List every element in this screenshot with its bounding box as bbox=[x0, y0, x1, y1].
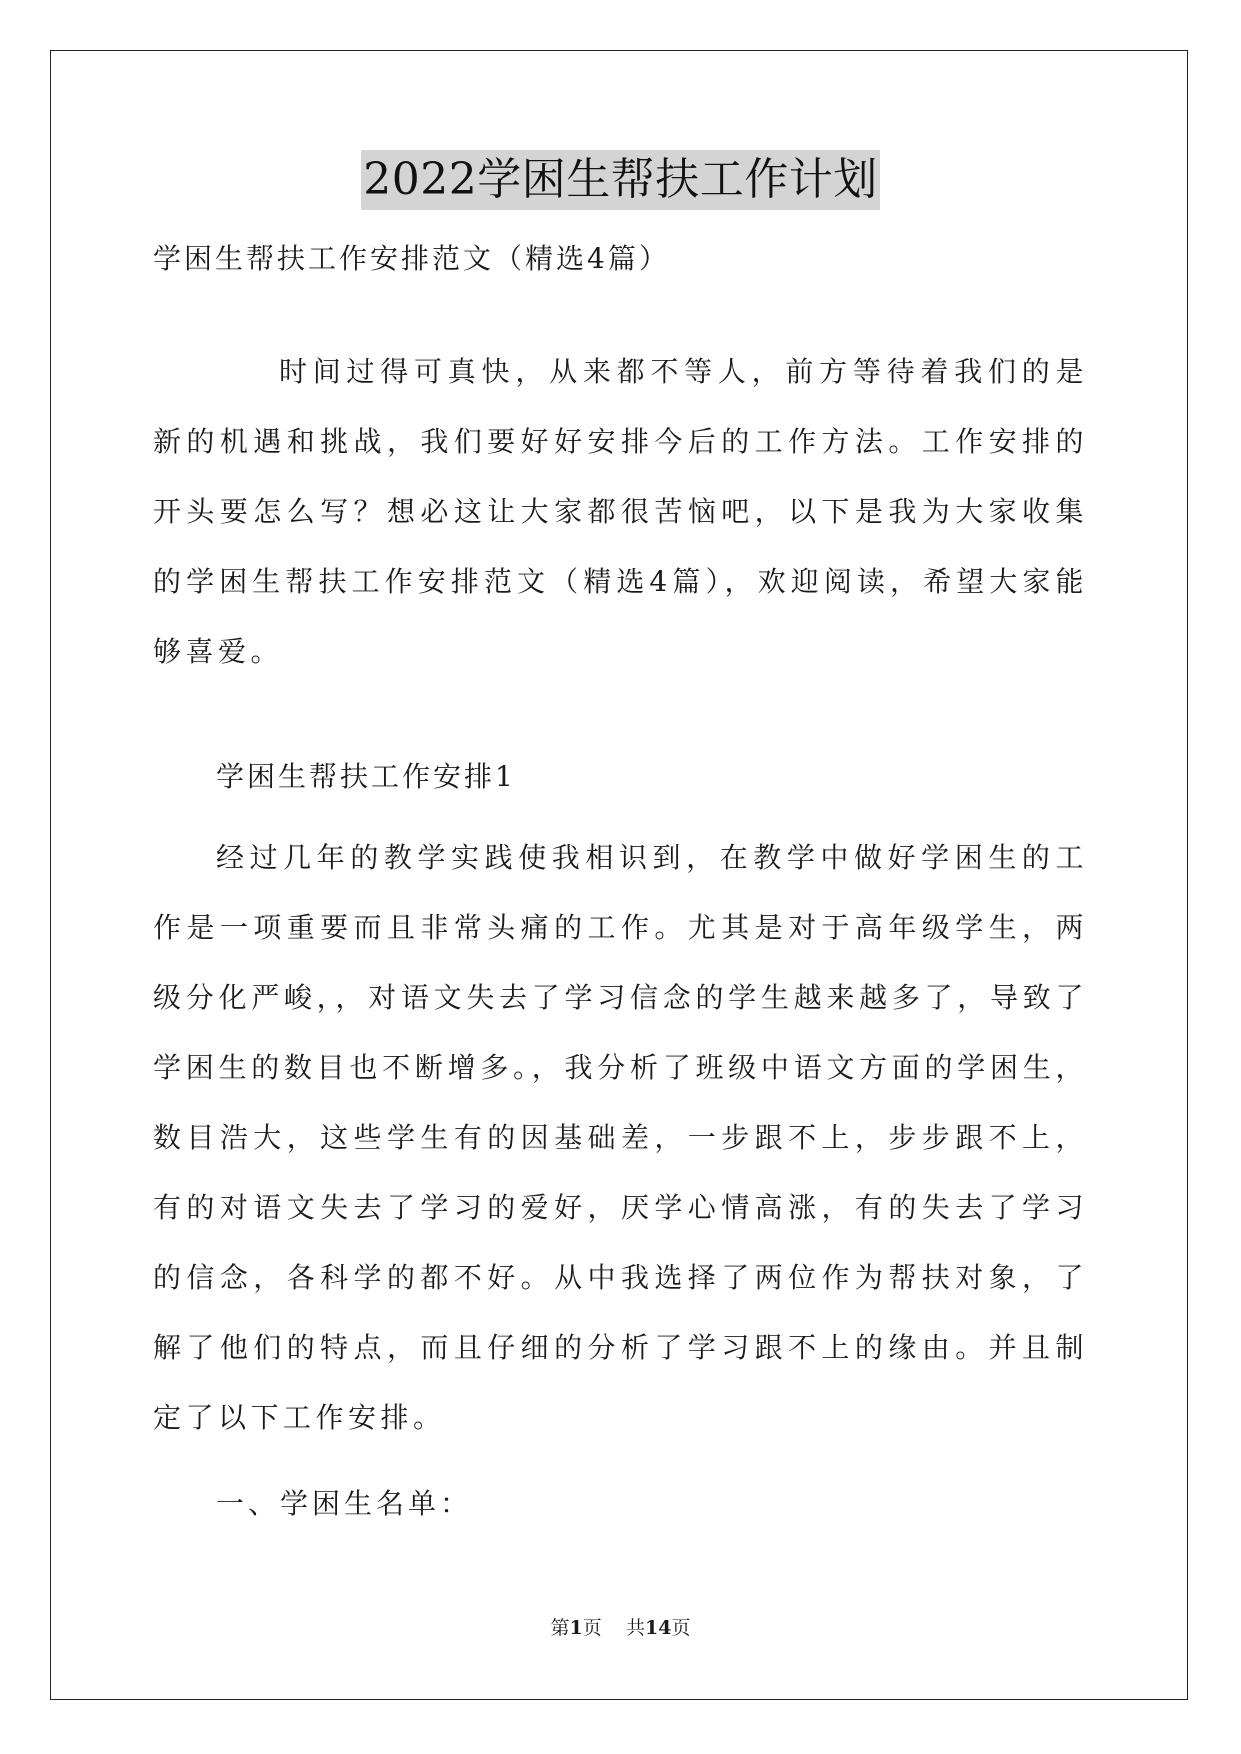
intro-paragraph: 时间过得可真快，从来都不等人，前方等待着我们的是新的机遇和挑战，我们要好好安排今后的工作方法。工作安排的开头要怎么写？想必这让大家都很苦恼吧，以下是我为大家收集的学困生帮扶工作安排范文（精选4篇），欢迎阅读，希望大家能够喜爱。 bbox=[153, 355, 1088, 668]
footer-total-pages: 14 bbox=[644, 1617, 672, 1639]
footer-total-suffix: 页 bbox=[671, 1617, 691, 1639]
title-container bbox=[0, 150, 1241, 210]
footer-prefix: 第 bbox=[550, 1617, 570, 1639]
list-heading: 一、学困生名单： bbox=[216, 1487, 473, 1520]
document-subtitle: 学困生帮扶工作安排范文（精选4篇） bbox=[153, 242, 670, 275]
document-title: 2022学困生帮扶工作计划 bbox=[361, 150, 879, 210]
section-heading: 学困生帮扶工作安排1 bbox=[216, 760, 516, 793]
page-footer bbox=[0, 1616, 1241, 1640]
footer-page-number: 1 bbox=[569, 1617, 583, 1639]
footer-page-suffix: 页 bbox=[582, 1617, 602, 1639]
footer-total-prefix: 共 bbox=[625, 1617, 645, 1639]
body-paragraph: 经过几年的教学实践使我相识到，在教学中做好学困生的工作是一项重要而且非常头痛的工作。尤其是对于高年级学生，两级分化严峻，，对语文失去了学习信念的学生越来越多了，导致了学困生的数目也不断增多。，我分析了班级中语文方面的学困生，数目浩大，这些学生有的因基础差，一步跟不上，步步跟不上，有的对语文失去了学习的爱好，厌学心情高涨，有的失去了学习的信念，各科学的都不好。从中我选择了两位作为帮扶对象，了解了他们的特点，而且仔细的分析了学习跟不上的缘由。并且制定了以下工作安排。 bbox=[153, 841, 1088, 1434]
